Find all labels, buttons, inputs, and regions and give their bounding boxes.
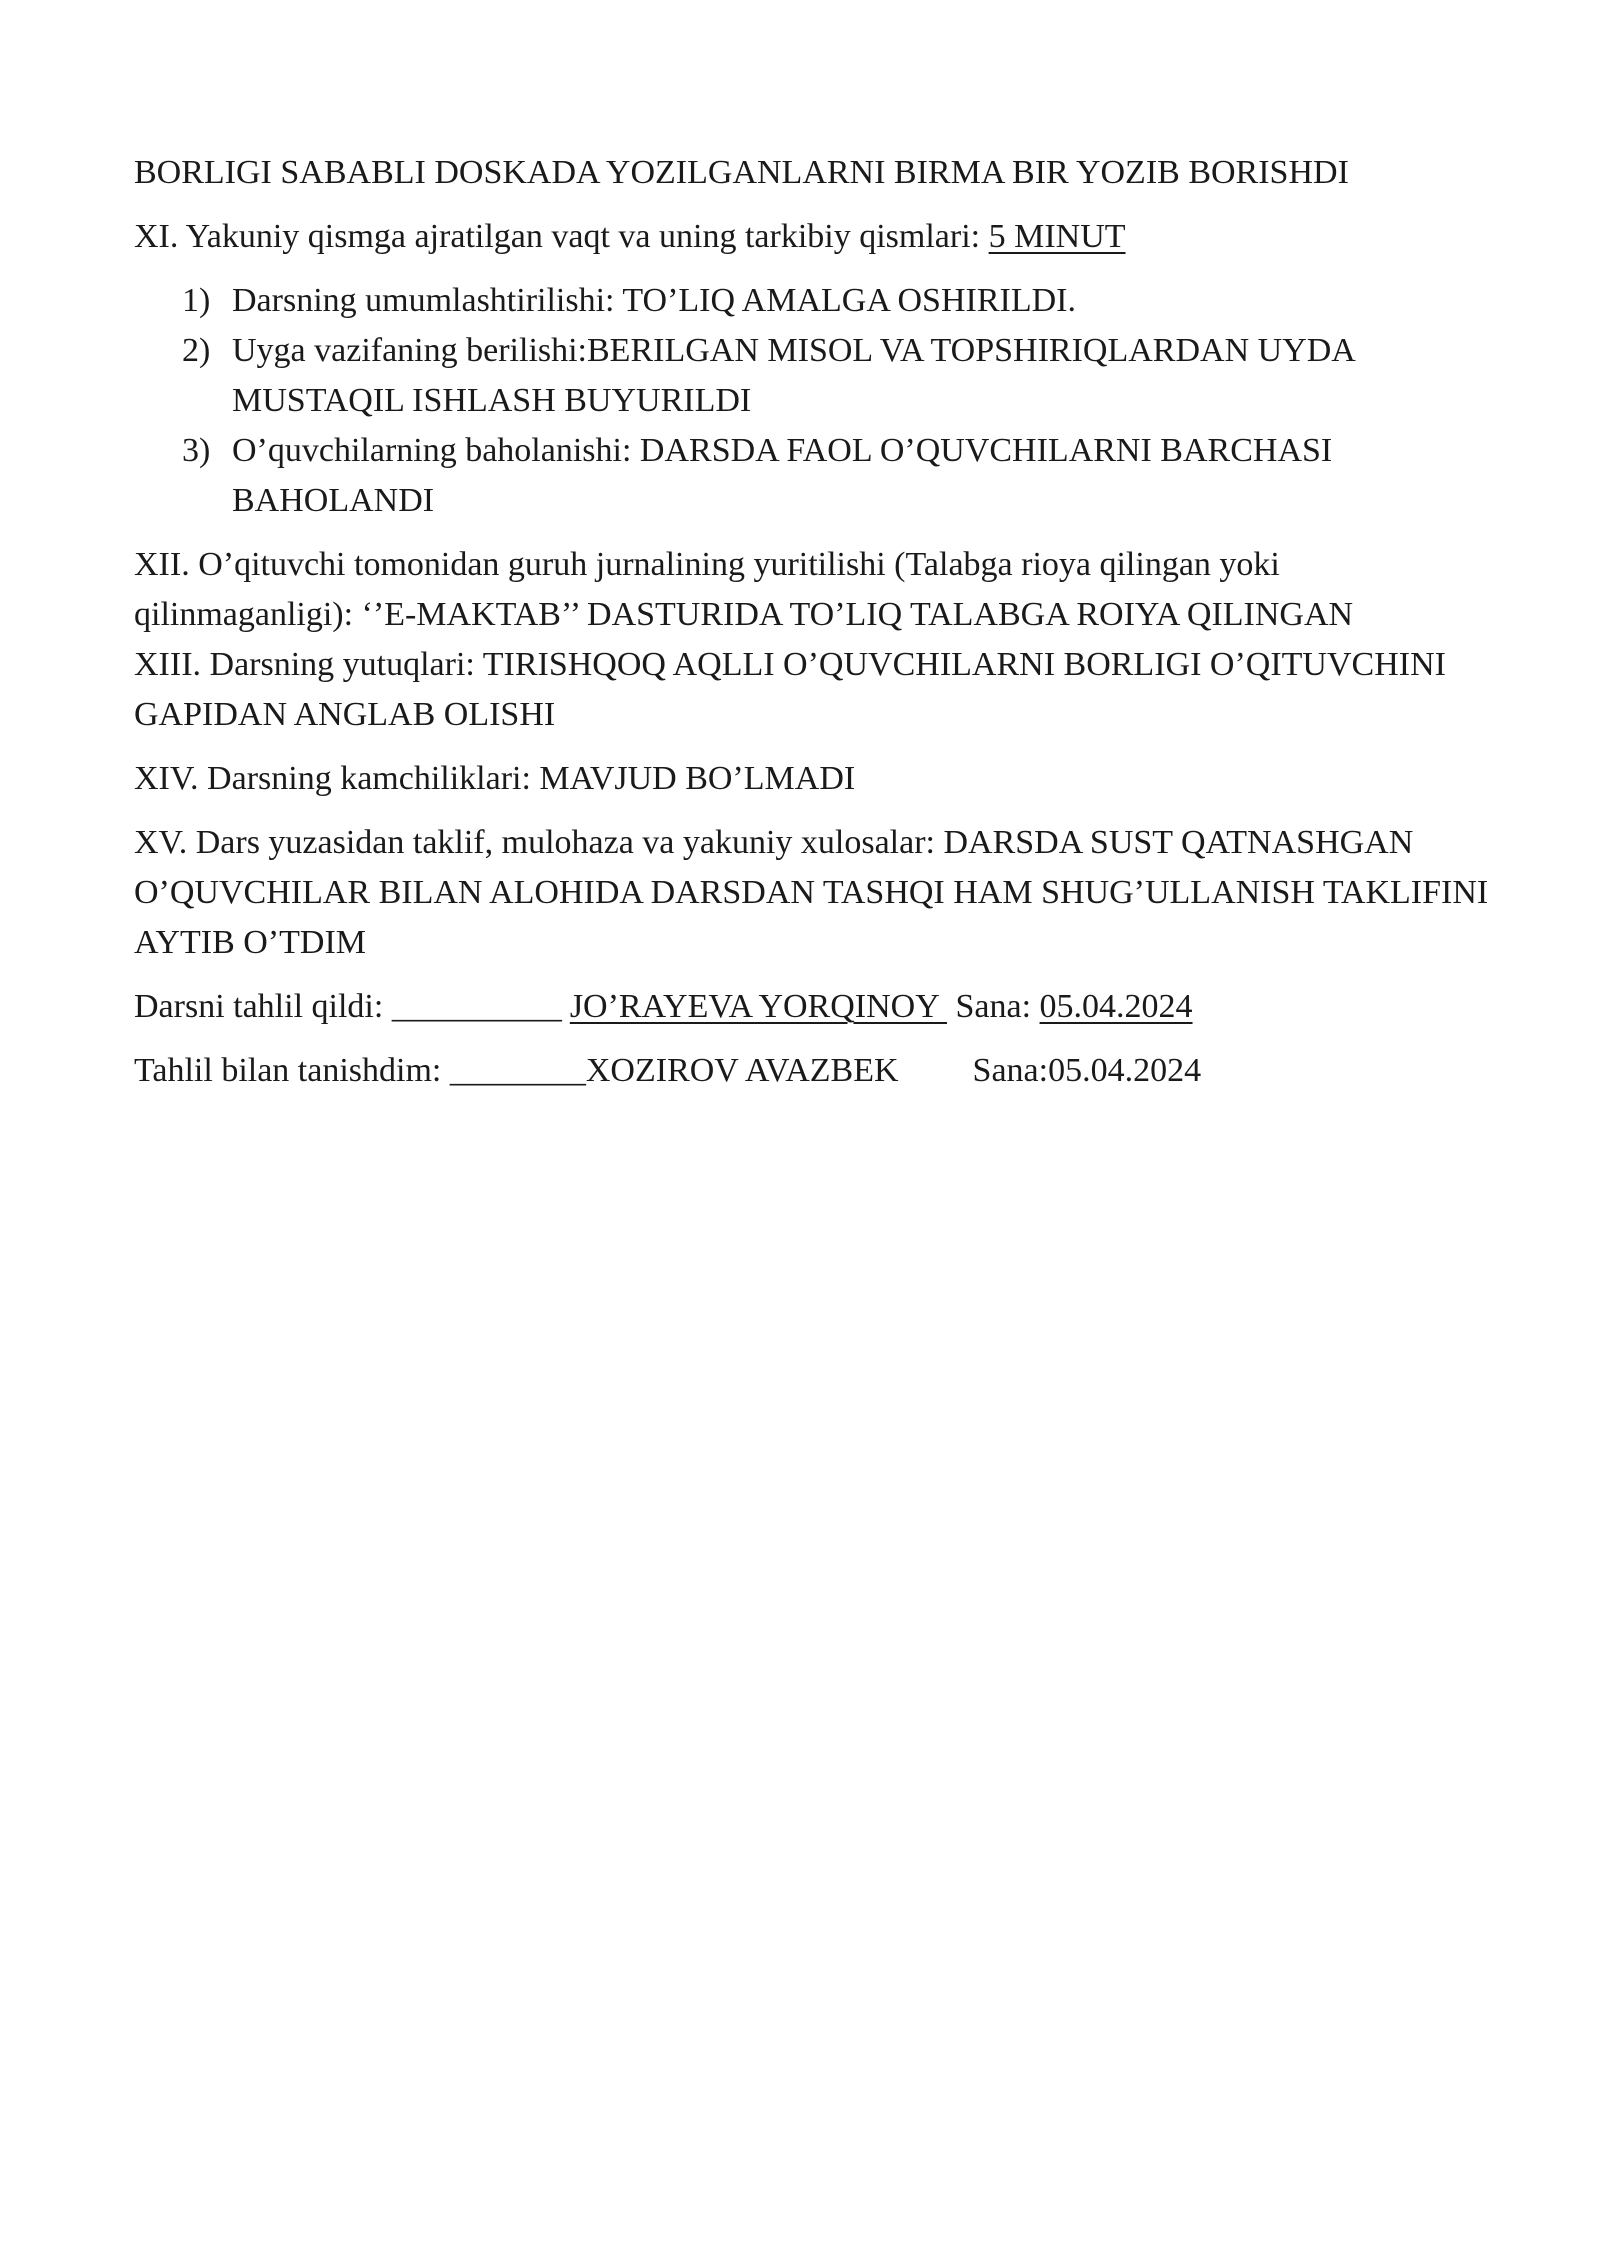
- analysis-signature-blank: __________: [391, 988, 562, 1025]
- acknowledged-name: XOZIROV AVAZBEK: [585, 1052, 899, 1089]
- section-xi-list: [134, 276, 1504, 526]
- analysis-date-label: Sana:: [947, 988, 1040, 1025]
- section-xi-heading: [134, 212, 1504, 262]
- section-xi-value: 5 MINUT: [988, 218, 1126, 255]
- list-item-text: O’quvchilarning baholanishi: DARSDA FAOL O’QUVCHILARNI BARCHASI BAHOLANDI: [232, 432, 1333, 519]
- acknowledged-label: Tahlil bilan tanishdim:: [134, 1052, 450, 1089]
- acknowledged-signature-row: [134, 1046, 1504, 1096]
- list-item: [134, 326, 1504, 426]
- section-xv-text: XV. Dars yuzasidan taklif, mulohaza va yakuniy xulosalar: DARSDA SUST QATNASHGAN O’QUVCHILAR BILAN ALOHIDA DARSDAN TASHQI HAM SHUG’ULLANISH TAKLIFINI AYTIB O’TDIM: [134, 824, 1489, 961]
- analysis-date: 05.04.2024: [1039, 988, 1193, 1025]
- continuation-text: BORLIGI SABABLI DOSKADA YOZILGANLARNI BIRMA BIR YOZIB BORISHDI: [134, 154, 1349, 191]
- analyst-name: JO’RAYEVA YORQINOY: [569, 988, 947, 1025]
- acknowledged-date: Sana:05.04.2024: [972, 1052, 1202, 1089]
- section-xiii-text: XIII. Darsning yutuqlari: TIRISHQOQ AQLLI O’QUVCHILARNI BORLIGI O’QITUVCHINI GAPIDAN ANGLAB OLISHI: [134, 646, 1446, 733]
- list-item-number: 3): [182, 432, 211, 469]
- section-xi-label: XI. Yakuniy qismga ajratilgan vaqt va uning tarkibiy qismlari:: [134, 218, 989, 255]
- analysis-signature-row: [134, 982, 1504, 1032]
- analysis-label: Darsni tahlil qildi:: [134, 988, 392, 1025]
- section-xii-text: XII. O’qituvchi tomonidan guruh jurnalining yuritilishi (Talabga rioya qilingan yoki qilinmaganligi): ‘’E-MAKTAB’’ DASTURIDA TO’LIQ TALABGA ROIYA QILINGAN: [134, 546, 1354, 633]
- list-item-text: Darsning umumlashtirilishi: TO’LIQ AMALGA OSHIRILDI.: [232, 282, 1076, 319]
- acknowledged-signature-blank: ________: [449, 1052, 586, 1089]
- list-item-number: 2): [182, 332, 211, 369]
- list-item: [134, 276, 1504, 326]
- list-item: [134, 426, 1504, 526]
- document-page: [134, 148, 1504, 1096]
- list-item-number: 1): [182, 282, 211, 319]
- section-xiv-text: XIV. Darsning kamchiliklari: MAVJUD BO’LMADI: [134, 760, 856, 797]
- list-item-text: Uyga vazifaning berilishi:BERILGAN MISOL VA TOPSHIRIQLARDAN UYDA MUSTAQIL ISHLASH BUYURILDI: [232, 332, 1354, 419]
